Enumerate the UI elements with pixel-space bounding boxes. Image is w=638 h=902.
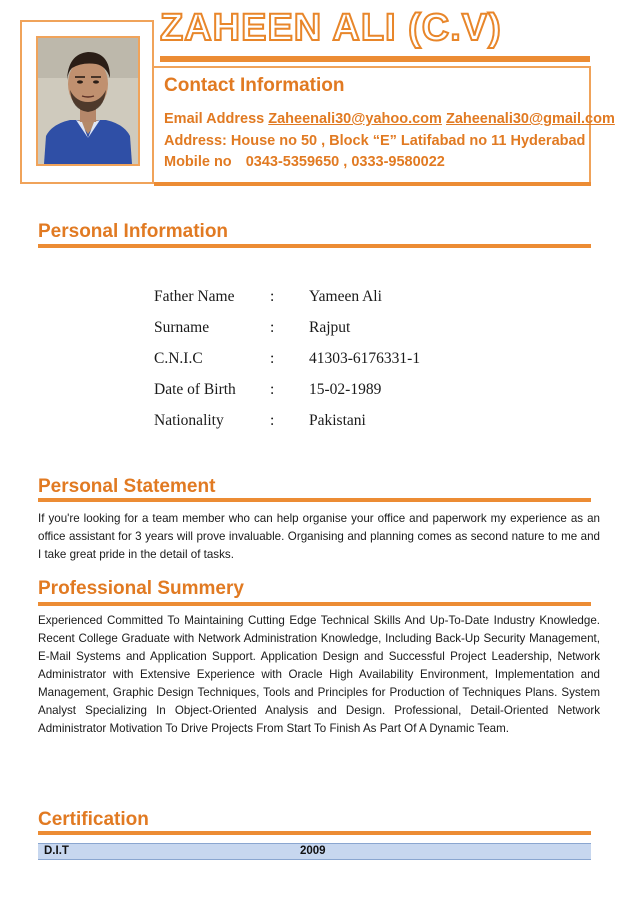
mobile-numbers: 0343-5359650 , 0333-9580022 <box>245 154 445 170</box>
profile-photo <box>36 36 140 166</box>
info-separator: : <box>270 381 275 398</box>
title-rule <box>160 56 590 62</box>
info-separator: : <box>270 412 275 429</box>
info-row-nationality <box>154 412 554 432</box>
info-value: Rajput <box>309 319 351 336</box>
contact-heading: Contact Information <box>164 75 345 96</box>
info-label: Father Name <box>154 288 235 305</box>
info-label: Date of Birth <box>154 381 236 398</box>
email-link-gmail[interactable]: Zaheenali30@gmail.com <box>445 111 615 127</box>
address-line: Address: House no 50 , Block “E” Latifabad no 11 Hyderabad <box>164 133 586 149</box>
info-value: Yameen Ali <box>309 288 382 305</box>
info-value: 15-02-1989 <box>309 381 382 398</box>
header-bottom-rule <box>154 182 591 186</box>
professional-summary-text: Experienced Committed To Maintaining Cutting Edge Technical Skills And Up-To-Date Industry Knowledge. Recent College Graduate with Network Administration Knowledge, Including Back-Up Security Management, E-Mail Systems and Application Support. Application Design and Successful Project Leadership, Network Administrator with Extensive Experience with Oracle High Availability Environment, Implementation and Management, Graphic Design Techniques, Tools and Principles for Production of Techniques Plans. System Analyst Specializing In Object-Oriented Analysis and Design. Professional, Detail-Oriented Network Administrator Motivation To Drive Projects From Start To Finish As Part Of A Dynamic Team. <box>38 614 600 735</box>
professional-summary-title: Professional Summery <box>38 578 244 599</box>
certification-name: D.I.T <box>44 845 69 857</box>
person-photo-icon <box>38 38 138 164</box>
mobile-label: Mobile no <box>164 154 232 170</box>
info-separator: : <box>270 319 275 336</box>
personal-statement-title: Personal Statement <box>38 476 216 497</box>
cv-title: ZAHEEN ALI (C.V) <box>160 7 502 49</box>
email-link-yahoo[interactable]: Zaheenali30@yahoo.com <box>268 111 442 127</box>
photo-frame <box>20 20 154 184</box>
section-rule <box>38 498 591 502</box>
personal-info-title: Personal Information <box>38 221 229 242</box>
info-value: 41303-6176331-1 <box>309 350 421 367</box>
section-rule <box>38 831 591 835</box>
info-label: C.N.I.C <box>154 350 203 367</box>
mobile-line <box>164 154 445 170</box>
section-rule <box>38 244 591 248</box>
email-label: Email Address <box>164 111 265 127</box>
certification-title: Certification <box>38 809 149 830</box>
certification-table-row <box>38 843 591 860</box>
info-label: Surname <box>154 319 210 336</box>
section-rule <box>38 602 591 606</box>
info-row-surname <box>154 319 554 339</box>
info-row-cnic <box>154 350 554 370</box>
info-separator: : <box>270 288 275 305</box>
info-separator: : <box>270 350 275 367</box>
info-row-father-name <box>154 288 554 308</box>
email-line <box>164 111 615 127</box>
personal-statement-text: If you're looking for a team member who can help organise your office and paperwork my experience as an office assistant for 3 years will prove invaluable. Organising and planning comes as second nature to me and I take great pride in the detail of tasks. <box>38 512 600 561</box>
info-label: Nationality <box>154 412 224 429</box>
info-row-date-of-birth <box>154 381 554 401</box>
certification-year: 2009 <box>300 845 326 857</box>
info-value: Pakistani <box>309 412 366 429</box>
